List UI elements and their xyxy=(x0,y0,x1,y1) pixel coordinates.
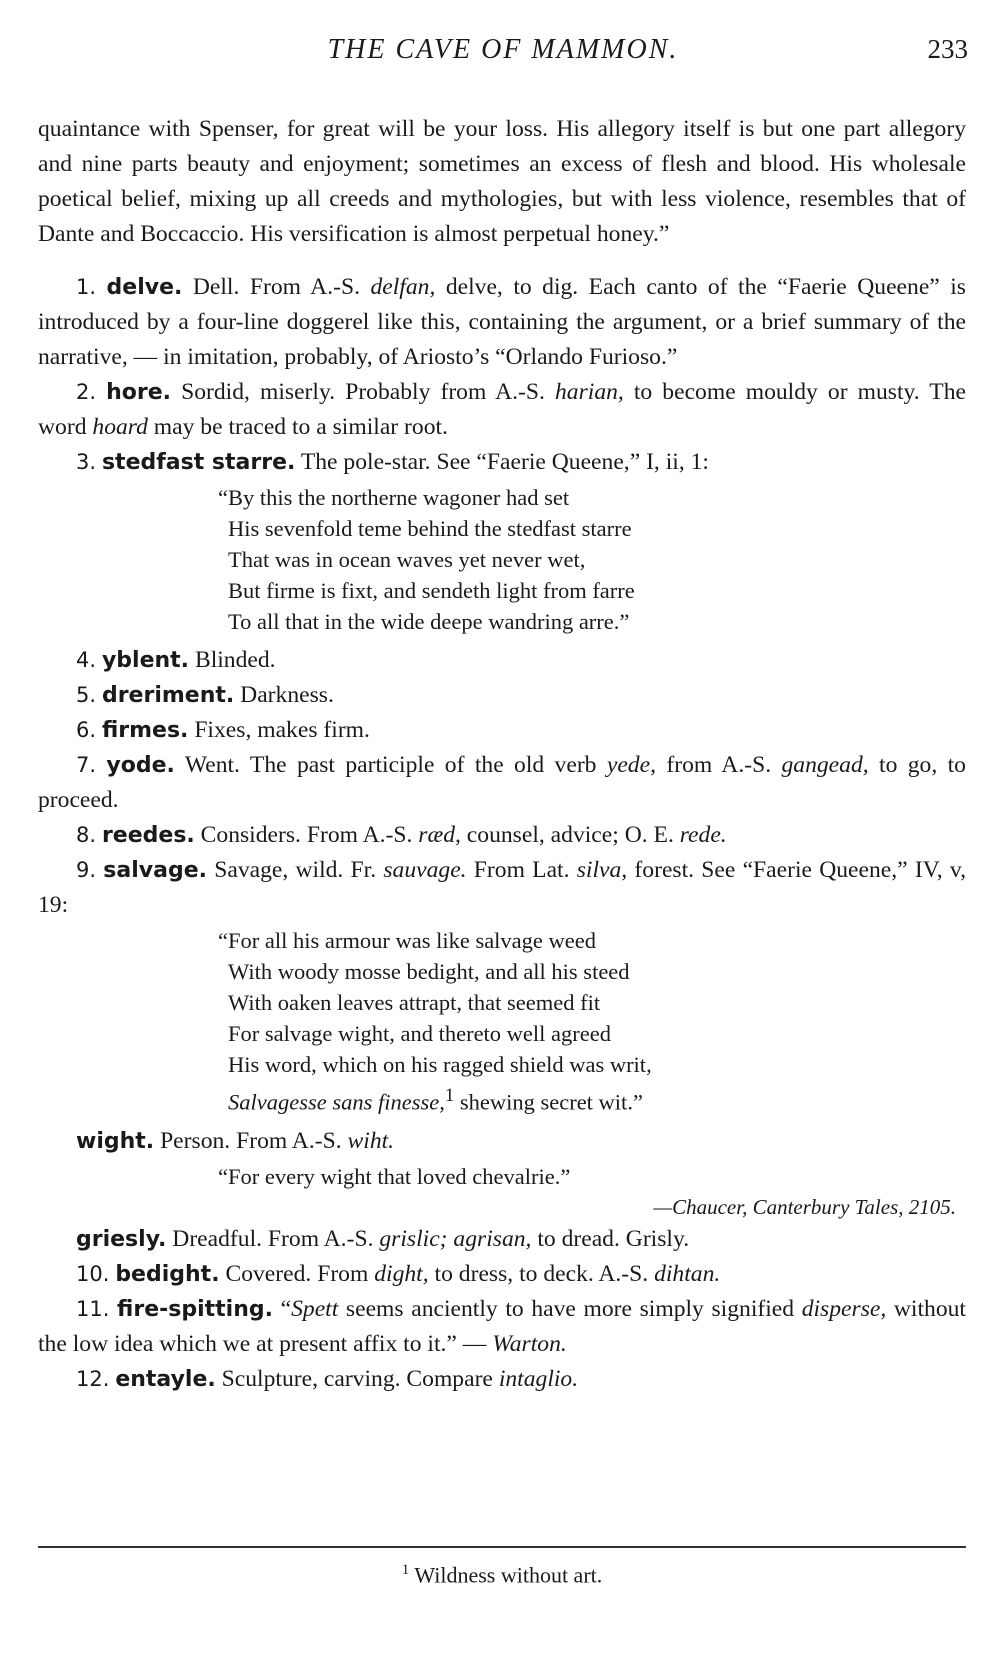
headword: yode. xyxy=(106,753,175,778)
note-griesly xyxy=(38,1222,966,1257)
note-italic: ræd, xyxy=(418,822,461,848)
note-text: counsel, advice; O. E. xyxy=(460,822,680,848)
note-italic: Warton. xyxy=(492,1330,567,1357)
headword: bedight. xyxy=(115,1261,220,1287)
note-number: 3. xyxy=(76,450,97,474)
quote-line: For salvage wight, and thereto well agreed xyxy=(228,1021,611,1046)
note-text: Sordid, miserly. Probably from A.-S. xyxy=(181,379,555,405)
quote-line: His word, which on his ragged shield was writ, xyxy=(228,1052,652,1077)
note-number: 11. xyxy=(76,1296,110,1321)
note-number: 5. xyxy=(76,683,97,707)
page-number: 233 xyxy=(927,34,968,64)
note-text: Considers. From A.-S. xyxy=(200,822,419,848)
headword: reedes. xyxy=(101,823,195,848)
note-text: Darkness. xyxy=(240,682,334,708)
note-number: 10. xyxy=(76,1261,110,1286)
note-number: 9. xyxy=(76,858,97,882)
quote-faerie-queene-2 xyxy=(218,925,966,1118)
quote-line: With woody mosse bedight, and all his steed xyxy=(228,959,630,984)
running-title: THE CAVE OF MAMMON. xyxy=(327,34,679,65)
note-11 xyxy=(38,1292,966,1362)
quote-line: With oaken leaves attrapt, that seemed fit xyxy=(228,990,601,1015)
note-7 xyxy=(38,748,966,818)
note-text: Sculpture, carving. Compare xyxy=(221,1365,499,1392)
note-italic: sauvage. xyxy=(383,857,467,883)
note-text: Dreadful. From A.-S. xyxy=(172,1225,380,1252)
quote-chaucer xyxy=(218,1161,966,1192)
note-italic: grislic; agrisan, xyxy=(379,1225,532,1252)
note-italic: wiht. xyxy=(347,1127,395,1154)
note-text: from A.-S. xyxy=(655,752,782,778)
note-text: “ xyxy=(280,1295,292,1322)
note-italic: dight, xyxy=(374,1260,429,1287)
note-text: delve, to dig. Each canto of the “Faerie Queene” is introduced by a four-line doggerel like this, containing the argument, or a brief summary of the narrative, — in imitation, probably, of Ariosto’s “Orlando Furioso.” xyxy=(38,274,966,370)
note-text: without the low idea which we at present affix to it.” — xyxy=(38,1295,966,1357)
note-1 xyxy=(38,270,966,375)
footnote-marker: 1 xyxy=(401,1562,410,1578)
note-text: to dress, to deck. A.-S. xyxy=(428,1260,655,1287)
note-4 xyxy=(38,643,966,678)
headword: delve. xyxy=(106,275,183,300)
note-italic: Spett xyxy=(291,1295,339,1322)
note-9 xyxy=(38,853,966,923)
note-number: 7. xyxy=(76,753,97,777)
note-number: 6. xyxy=(76,718,97,742)
note-text: From Lat. xyxy=(466,857,577,883)
headword: hore. xyxy=(106,380,172,405)
note-italic: gangead, xyxy=(781,752,869,778)
quote-line: “By this the northerne wagoner had set xyxy=(218,485,570,510)
note-italic: yede, xyxy=(606,752,656,778)
quote-line: His sevenfold teme behind the stedfast starre xyxy=(228,516,632,541)
headword: wight. xyxy=(76,1128,155,1154)
note-italic: harian, xyxy=(554,379,624,405)
footnote-rule xyxy=(38,1546,966,1548)
quote-line: “For all his armour was like salvage weed xyxy=(218,928,597,953)
note-6 xyxy=(38,713,966,748)
note-text: Dell. From A.-S. xyxy=(192,274,371,300)
quote-line: “For every wight that loved chevalrie.” xyxy=(218,1163,571,1189)
note-wight xyxy=(38,1124,966,1159)
headword: yblent. xyxy=(101,648,190,673)
note-text: Fixes, makes firm. xyxy=(194,717,370,743)
note-text: to dread. Grisly. xyxy=(531,1225,690,1252)
note-text: to become mouldy or musty. The word xyxy=(38,379,966,440)
note-text: Went. The past participle of the old verb xyxy=(184,752,607,778)
quote-attribution: —Chaucer, Canterbury Tales, 2105. xyxy=(653,1194,956,1219)
page-header xyxy=(38,30,968,70)
page-body xyxy=(38,112,966,1397)
note-12 xyxy=(38,1362,966,1397)
quote-line: That was in ocean waves yet never wet, xyxy=(228,547,586,572)
note-italic: rede. xyxy=(679,822,727,848)
note-10 xyxy=(38,1257,966,1292)
note-italic: dihtan. xyxy=(654,1260,721,1287)
note-number: 4. xyxy=(76,648,97,672)
headword: firmes. xyxy=(101,718,189,743)
note-3 xyxy=(38,445,966,480)
note-text: may be traced to a similar root. xyxy=(147,414,448,440)
note-text: forest. See “Faerie Queene,” IV, v, 19: xyxy=(38,857,966,918)
note-2 xyxy=(38,375,966,445)
note-italic: intaglio. xyxy=(498,1365,579,1392)
note-italic: silva, xyxy=(576,857,628,883)
headword: stedfast starre. xyxy=(101,450,296,475)
note-text: seems anciently to have more simply signified xyxy=(338,1295,802,1322)
footnote xyxy=(38,1562,966,1588)
note-number: 12. xyxy=(76,1366,110,1391)
note-5 xyxy=(38,678,966,713)
headword: dreriment. xyxy=(101,683,235,708)
note-text: Blinded. xyxy=(194,647,276,673)
note-italic: disperse, xyxy=(801,1295,887,1322)
headword: salvage. xyxy=(103,858,207,883)
quote-line: But firme is fixt, and sendeth light from farre xyxy=(228,578,635,603)
headword: fire-spitting. xyxy=(117,1296,273,1322)
note-number: 8. xyxy=(76,823,97,847)
note-number: 2. xyxy=(76,380,97,404)
note-text: Covered. From xyxy=(225,1260,375,1287)
footnote-text: Wildness without art. xyxy=(409,1562,603,1588)
note-text: to go, to proceed. xyxy=(38,752,966,813)
quote-text: shewing secret wit.” xyxy=(454,1089,643,1115)
quote-line xyxy=(218,1080,966,1118)
quote-faerie-queene-1 xyxy=(218,482,966,637)
note-number: 1. xyxy=(76,275,97,299)
note-text: Savage, wild. Fr. xyxy=(214,857,384,883)
note-8 xyxy=(38,818,966,853)
note-text: Person. From A.-S. xyxy=(160,1127,348,1154)
note-text: The pole-star. See “Faerie Queene,” I, ii, 1: xyxy=(300,449,709,475)
headword: griesly. xyxy=(76,1226,167,1252)
quote-line: To all that in the wide deepe wandring arre.” xyxy=(228,609,630,634)
quote-italic: Salvagesse sans finesse, xyxy=(228,1089,445,1115)
intro-paragraph: quaintance with Spenser, for great will be your loss. His allegory itself is but one part allegory and nine parts beauty and enjoyment; sometimes an excess of flesh and blood. His wholesale poetical belief, mixing up all creeds and mythologies, but with less violence, resembles that of Dante and Boccaccio. His versification is almost perpetual honey.” xyxy=(38,116,966,247)
footnote-marker: 1 xyxy=(444,1085,455,1106)
note-italic: hoard xyxy=(92,414,148,440)
note-italic: delfan, xyxy=(370,274,436,300)
headword: entayle. xyxy=(115,1366,216,1392)
